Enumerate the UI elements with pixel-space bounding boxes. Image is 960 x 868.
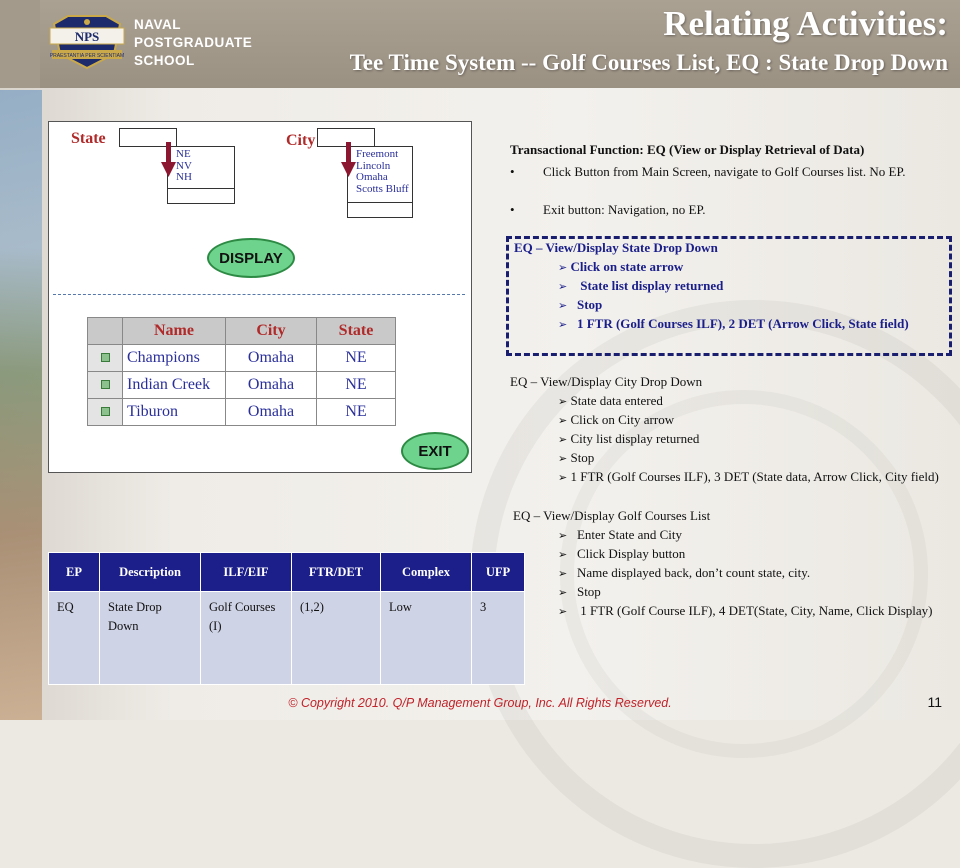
row-select-icon[interactable] [101, 353, 110, 362]
arrow-bullet-icon: ➢ [558, 414, 568, 427]
ep-header: ILF/EIF [201, 553, 292, 592]
arrow-bullet-icon: ➢ [558, 471, 568, 484]
arrow-bullet-icon: ➢ [558, 395, 568, 408]
column-header-city: City [226, 318, 317, 345]
row-select-icon[interactable] [101, 407, 110, 416]
arrow-bullet-icon: ➢ [558, 280, 568, 293]
state-label: State [71, 130, 106, 147]
campus-photo-strip [0, 90, 42, 720]
eq-city-title: EQ – View/Display City Drop Down [510, 374, 703, 389]
page-subtitle: Tee Time System -- Golf Courses List, EQ : State Drop Down [349, 50, 948, 75]
ep-header: Description [100, 553, 201, 592]
arrow-bullet-icon: ➢ [558, 567, 568, 580]
eq-list-item: ➢ Stop [558, 584, 601, 599]
arrow-bullet-icon: ➢ [558, 548, 568, 561]
city-option[interactable]: Lincoln [356, 159, 391, 172]
copyright-footer: © Copyright 2010. Q/P Management Group, Inc. All Rights Reserved. [288, 696, 672, 710]
state-dropdown-list[interactable] [167, 146, 235, 204]
cell-name: Champions [123, 345, 226, 372]
transactional-function-heading: Transactional Function: EQ (View or Display Retrieval of Data) [510, 142, 865, 157]
cell-state: NE [317, 345, 396, 372]
exit-button[interactable]: EXIT [401, 432, 469, 470]
table-header-row [88, 318, 396, 345]
table-row[interactable] [88, 399, 396, 426]
eq-list-title: EQ – View/Display Golf Courses List [513, 508, 711, 523]
state-list-footer-line [167, 188, 235, 189]
eq-state-title: EQ – View/Display State Drop Down [514, 240, 718, 255]
ep-table-header-row [49, 553, 525, 592]
ep-cell: Low [381, 592, 472, 685]
arrow-bullet-icon: ➢ [558, 433, 568, 446]
column-header-state: State [317, 318, 396, 345]
eq-list-item: ➢ Enter State and City [558, 527, 683, 542]
state-arrow-icon[interactable] [161, 142, 177, 178]
arrow-bullet-icon: ➢ [558, 452, 568, 465]
page-title: Relating Activities: [663, 4, 948, 43]
state-option[interactable]: NV [176, 159, 192, 172]
table-row [49, 592, 525, 685]
eq-state-item: ➢ Click on state arrow [558, 259, 684, 274]
cell-name: Tiburon [123, 399, 226, 426]
ep-summary-table [48, 552, 525, 685]
ep-cell: (1,2) [292, 592, 381, 685]
bullet-text: Click Button from Main Screen, navigate to Golf Courses list. No EP. [543, 164, 906, 179]
eq-city-item: ➢ City list display returned [558, 431, 700, 446]
display-button[interactable]: DISPLAY [207, 238, 295, 278]
page-number: 11 [927, 694, 942, 710]
ep-header: Complex [381, 553, 472, 592]
logo-motto: PRAESTANTIA PER SCIENTIAM [49, 53, 125, 59]
eq-list-item: ➢ Click Display button [558, 546, 686, 561]
ep-header: EP [49, 553, 100, 592]
golf-courses-screen-mockup [48, 121, 472, 473]
eq-city-item: ➢ Stop [558, 450, 595, 465]
logo-text: NPS [74, 29, 100, 44]
ep-cell: EQ [49, 592, 100, 685]
golf-courses-table [87, 317, 396, 426]
section-divider [53, 294, 465, 295]
arrow-bullet-icon: ➢ [558, 318, 568, 331]
state-option[interactable]: NE [176, 148, 191, 160]
eq-state-item: ➢ Stop [558, 297, 603, 312]
eq-list-item: ➢ 1 FTR (Golf Course ILF), 4 DET(State, City, Name, Click Display) [558, 603, 933, 618]
city-label: City [286, 132, 316, 149]
cell-city: Omaha [226, 372, 317, 399]
arrow-bullet-icon: ➢ [558, 299, 568, 312]
ep-cell: 3 [472, 592, 525, 685]
row-select-icon[interactable] [101, 380, 110, 389]
ep-cell: State Drop Down [100, 592, 201, 685]
arrow-bullet-icon: ➢ [558, 261, 568, 274]
bullet-dot-icon: • [510, 202, 515, 217]
eq-city-item: ➢ 1 FTR (Golf Courses ILF), 3 DET (State data, Arrow Click, City field) [558, 469, 939, 484]
bullet-text: Exit button: Navigation, no EP. [543, 202, 706, 217]
eq-state-item: ➢ 1 FTR (Golf Courses ILF), 2 DET (Arrow Click, State field) [558, 316, 909, 331]
slide-header [0, 0, 960, 88]
nps-logo-icon [48, 10, 126, 72]
city-option[interactable]: Omaha [356, 171, 388, 183]
arrow-bullet-icon: ➢ [558, 529, 568, 542]
ep-header: FTR/DET [292, 553, 381, 592]
city-option[interactable]: Scotts Bluff [356, 182, 409, 195]
cell-name: Indian Creek [123, 372, 226, 399]
state-option[interactable]: NH [176, 171, 192, 183]
cell-state: NE [317, 399, 396, 426]
school-name: NAVAL POSTGRADUATE SCHOOL [134, 17, 253, 68]
city-option[interactable]: Freemont [356, 148, 399, 160]
ep-cell: Golf Courses (I) [201, 592, 292, 685]
city-list-footer-line [347, 202, 413, 203]
cell-state: NE [317, 372, 396, 399]
arrow-bullet-icon: ➢ [558, 586, 568, 599]
arrow-bullet-icon: ➢ [558, 605, 568, 618]
cell-city: Omaha [226, 345, 317, 372]
eq-city-item: ➢ State data entered [558, 393, 663, 408]
cell-city: Omaha [226, 399, 317, 426]
eq-state-item: ➢ State list display returned [558, 278, 724, 293]
table-row[interactable] [88, 345, 396, 372]
city-arrow-icon[interactable] [341, 142, 357, 178]
bullet-dot-icon: • [510, 164, 515, 179]
eq-list-item: ➢ Name displayed back, don’t count state, city. [558, 565, 811, 580]
column-header-name: Name [123, 318, 226, 345]
table-row[interactable] [88, 372, 396, 399]
ep-header: UFP [472, 553, 525, 592]
eq-city-item: ➢ Click on City arrow [558, 412, 675, 427]
